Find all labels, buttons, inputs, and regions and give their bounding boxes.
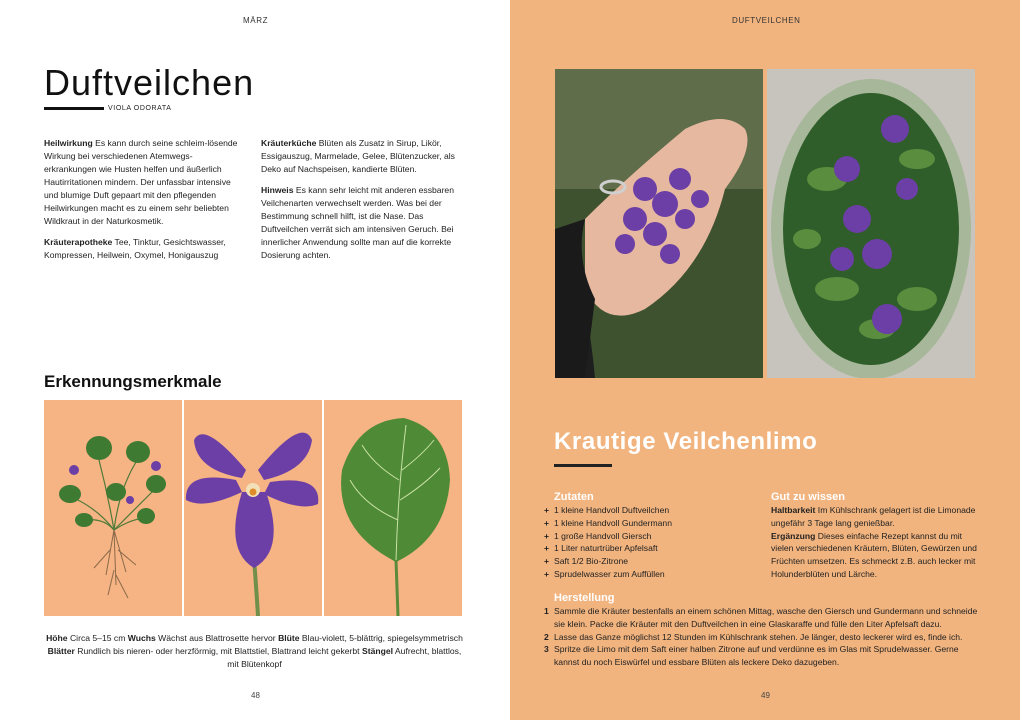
heilwirkung-text: Es kann durch seine schleim-lösende Wirkung bei verschiedenen Atemwegs-erkrankungen wie Husten helfen und äußerlich Hautirritationen mindern. Der unfassbar intensive und blumige Duft gepaart mit den pflegenden Heilwirkungen macht es zu einem sehr beliebten Wildkraut in der Naturkosmetik. xyxy=(44,138,238,226)
step-number: 2 xyxy=(544,631,549,642)
ergaenzung-text: Dieses einfache Rezept kannst du mit vielen verschiedenen Kräutern, Blüten, Gewürzen und Früchten umsetzen. Es schmeckt z.B. auch lecker mit Holunderblüten und Lärche. xyxy=(771,530,977,579)
hinweis-paragraph xyxy=(261,184,466,262)
hinweis-label: Hinweis xyxy=(261,185,294,195)
feature-photo-strip xyxy=(44,400,462,616)
ingredient-marker: + xyxy=(544,543,550,554)
heilwirkung-paragraph xyxy=(44,137,244,228)
ingredient-marker: + xyxy=(544,517,550,528)
blaetter-text: Rundlich bis nieren- oder herzförmig, mit Blattstiel, Blattrand leicht gekerbt xyxy=(74,646,362,656)
ingredient-text: Saft 1/2 Bio-Zitrone xyxy=(554,556,629,567)
preparation-steps xyxy=(544,605,984,669)
ingredients-list xyxy=(544,504,754,581)
ingredient-item xyxy=(544,555,754,568)
step-number: 1 xyxy=(544,606,549,616)
recipe-title-rule xyxy=(554,464,612,467)
ingredient-marker: + xyxy=(544,568,550,579)
wuchs-label: Wuchs xyxy=(127,633,156,643)
step-text: Sammle die Kräuter bestenfalls an einem schönen Mittag, wasche den Giersch und Gundermann und schneide sie klein. Packe die Kräuter mit den Duftveilchen in eine Glaskaraffe und fülle den Liter Apfelsaft dazu. xyxy=(554,606,978,629)
good-to-know-text xyxy=(771,504,981,581)
title-rule xyxy=(44,107,104,110)
recipe-title: Krautige Veilchenlimo xyxy=(554,428,818,455)
step-number: 3 xyxy=(544,644,549,655)
preparation-heading: Herstellung xyxy=(554,592,615,604)
ingredient-marker: + xyxy=(544,556,550,567)
page-number-right: 49 xyxy=(761,691,770,700)
step-item xyxy=(544,605,984,631)
jar-violets-illustration xyxy=(767,69,975,378)
apotheke-text: Tee, Tinktur, Gesichtswasser, Kompressen, Heilwein, Oxymel, Honigauszug xyxy=(44,237,226,260)
kueche-label: Kräuterküche xyxy=(261,138,317,148)
ingredient-item xyxy=(544,542,754,555)
haltbarkeit-text: Im Kühlschrank gelagert ist die Limonade ungefähr 3 Tage lang genießbar. xyxy=(771,505,976,528)
running-head-left: MÄRZ xyxy=(243,16,269,25)
flower-closeup-photo xyxy=(184,400,322,616)
hoehe-label: Höhe xyxy=(46,633,68,643)
apotheke-label: Kräuterapotheke xyxy=(44,237,113,247)
running-head-right: DUFTVEILCHEN xyxy=(732,16,801,25)
page-title: Duftveilchen xyxy=(44,62,255,103)
stengel-text: Aufrecht, blattlos, mit Blütenkopf xyxy=(227,646,462,669)
ingredient-item xyxy=(544,517,754,530)
whole-plant-illustration xyxy=(44,400,182,616)
latin-name: VIOLA ODORATA xyxy=(108,105,172,112)
good-to-know-heading: Gut zu wissen xyxy=(771,491,845,503)
ingredient-text: Sprudelwasser zum Auffüllen xyxy=(554,568,665,579)
ingredient-marker: + xyxy=(544,530,550,541)
step-item xyxy=(544,643,984,669)
step-text: Lasse das Ganze möglichst 12 Stunden im Kühlschrank stehen. Je länger, desto leckerer wird es, finde ich. xyxy=(554,631,963,642)
hand-with-violets-photo xyxy=(555,69,763,378)
ingredient-text: 1 Liter naturtrüber Apfelsaft xyxy=(554,543,658,554)
bluete-text: Blau-violett, 5-blättrig, spiegelsymmetrisch xyxy=(299,633,463,643)
violet-flower-illustration xyxy=(184,400,322,616)
hand-violets-illustration xyxy=(555,69,763,378)
blaetter-label: Blätter xyxy=(47,646,75,656)
page-number-left: 48 xyxy=(251,691,260,700)
whole-plant-photo xyxy=(44,400,182,616)
haltbarkeit-label: Haltbarkeit xyxy=(771,505,816,515)
info-column-1 xyxy=(44,137,244,270)
hoehe-text: Circa 5–15 cm xyxy=(67,633,128,643)
wuchs-text: Wächst aus Blattrosette hervor xyxy=(155,633,279,643)
ingredient-item xyxy=(544,568,754,581)
ingredient-text: 1 kleine Handvoll Gundermann xyxy=(554,517,672,528)
step-text: Spritze die Limo mit dem Saft einer halben Zitrone auf und verdünne es im Glas mit Sprudelwasser. Gerne kannst du noch Eiswürfel und essbare Blüten als leckere Deko dazugeben. xyxy=(554,644,959,668)
ingredient-item xyxy=(544,504,754,517)
violet-leaf-illustration xyxy=(324,400,462,616)
leaf-photo xyxy=(324,400,462,616)
kueche-text: Blüten als Zusatz in Sirup, Likör, Essigauszug, Marmelade, Gelee, Blütenzucker, als Deko auf Nachspeisen, kandierte Blüten. xyxy=(261,138,455,174)
ingredient-item xyxy=(544,530,754,543)
step-item xyxy=(544,631,984,644)
right-page xyxy=(510,0,1020,720)
features-caption xyxy=(44,632,465,671)
ergaenzung-label: Ergänzung xyxy=(771,530,816,541)
apotheke-paragraph xyxy=(44,236,244,262)
info-column-2 xyxy=(261,137,466,270)
bluete-label: Blüte xyxy=(278,633,300,643)
heilwirkung-label: Heilwirkung xyxy=(44,138,93,148)
violets-in-jar-photo xyxy=(767,69,975,378)
ingredient-text: 1 kleine Handvoll Duftveilchen xyxy=(554,505,670,515)
ingredient-marker: + xyxy=(544,505,550,515)
hinweis-text: Es kann sehr leicht mit anderen essbaren Veilchenarten verwechselt werden. Was bei der Bestimmung schnell hilft, ist die Nase. Das Duftveilchen verrät sich am intensiven Geruch. Bei innerlicher Anwendung sollte man auf die korrekte Dosierung achten. xyxy=(261,185,454,260)
stengel-label: Stängel xyxy=(361,646,394,656)
section-heading: Erkennungsmerkmale xyxy=(44,372,222,391)
kueche-paragraph xyxy=(261,137,466,176)
ingredient-text: 1 große Handvoll Giersch xyxy=(554,530,652,541)
ingredients-heading: Zutaten xyxy=(554,491,594,503)
